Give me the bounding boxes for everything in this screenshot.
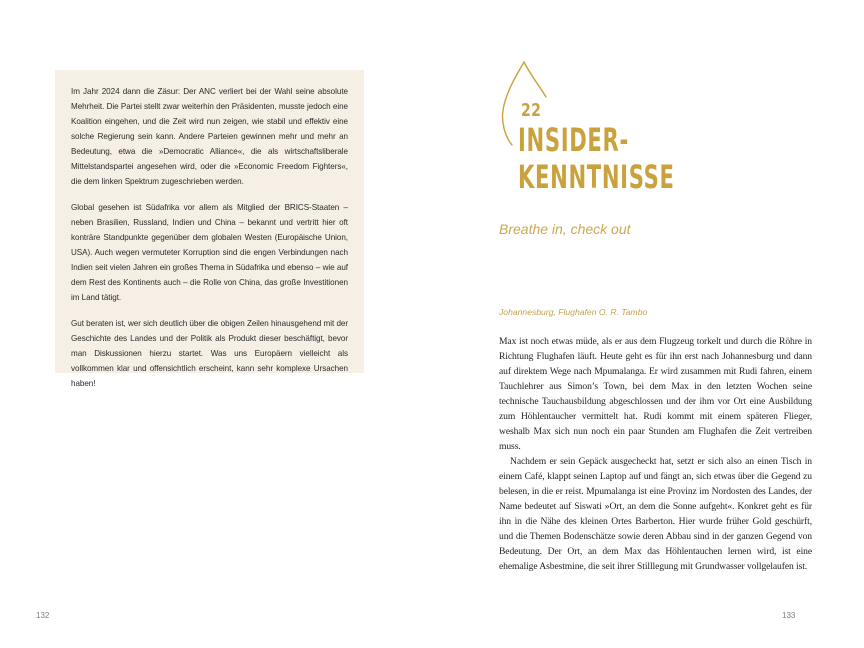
- body-paragraph: Nachdem er sein Gepäck ausgecheckt hat, setzt er sich also an einen Tisch in einem Café, klappt seinen Laptop auf und fängt an, sich etwas über die Gegend zu belesen, in die er reist. Mpumalanga ist eine Provinz im Nordosten des Landes, der Name bedeutet auf Siswati »Ort, an dem die Sonne aufgeht«. Konkret geht es für ihn in die Nähe des kleinen Ortes Barberton. Hier wurde früher Gold geschürft, und die Themen Bodenschätze sowie deren Abbau sind in der ganzen Gegend von Bedeutung. Der Ort, an dem Max das Höhlentauchen lernen wird, ist eine ehemalige Asbestmine, die seit ihrer Stilllegung mit Grundwasser vollgelaufen ist.: [499, 456, 812, 572]
- infobox-paragraph: Global gesehen ist Südafrika vor allem als Mitglied der BRICS-Staaten – neben Brasilien, Russland, Indien und China – bekannt und vertritt hier oft konträre Standpunkte gegenüber dem globalen Westen (Europäische Union, USA). Auch wegen vermuteter Korruption sind die engen Verbindungen nach Indien seit vielen Jahren ein großes Thema in Südafrika und ebenso – wie auf dem Rest des Kontinents auch – die Rolle von China, das große Investitionen im Land tätigt.: [71, 203, 348, 302]
- info-box: [55, 70, 364, 388]
- chapter-title-line: KENNTNISSE: [518, 158, 675, 196]
- chapter-title-line: INSIDER-: [518, 121, 629, 159]
- infobox-paragraph: Im Jahr 2024 dann die Zäsur: Der ANC verliert bei der Wahl seine absolute Mehrheit. Die Partei stellt zwar weiterhin den Präsidenten, musste jedoch eine Koalition eingehen, und die Zeit wird nun zeigen, wie stabil und effektiv eine solche Regierung sein kann. Andere Parteien gewinnen mehr und mehr an Bedeutung, etwa die »Democratic Alliance«, die als wirtschaftsliberale Mittelstandspartei angesehen wird, oder die »Economic Freedom Fighters«, die dem linken Spektrum zugeschrieben werden.: [71, 87, 348, 186]
- infobox-paragraph: Gut beraten ist, wer sich deutlich über die obigen Zeilen hinausgehend mit der Geschichte des Landes und der Politik als Produkt dieser beschäftigt, bevor man Diskussionen hierzu startet. Was uns Europäern vielleicht als vollkommen klar und offensichtlich erscheint, kann sehr komplexe Ursachen haben!: [71, 319, 348, 388]
- page-number-left: 132: [36, 611, 50, 620]
- page-number-right: 133: [782, 611, 796, 620]
- body-paragraph: Max ist noch etwas müde, als er aus dem Flugzeug torkelt und durch die Röhre in Richtung Flughafen läuft. Heute geht es für ihn erst nach Johannesburg und dann auf direktem Wege nach Mpumalanga. Er wird zusammen mit Rudi fahren, einem Tauchlehrer aus Simon’s Town, bei dem Max in den letzten Wochen seine technische Tauchausbildung abgeschlossen und der ihm vor Ort eine Ausbildung zum Höhlentaucher vermittelt hat. Rudi kommt mit einem späteren Flieger, weshalb Max sich nun noch ein paar Stunden am Flughafen die Zeit vertreiben muss.: [499, 336, 812, 452]
- chapter-title: [518, 122, 675, 196]
- body-text: [499, 334, 812, 574]
- chapter-number: 22: [521, 100, 542, 121]
- location-heading: Johannesburg, Flughafen O. R. Tambo: [499, 307, 648, 317]
- right-page: [432, 0, 864, 648]
- chapter-subtitle: Breathe in, check out: [499, 221, 631, 237]
